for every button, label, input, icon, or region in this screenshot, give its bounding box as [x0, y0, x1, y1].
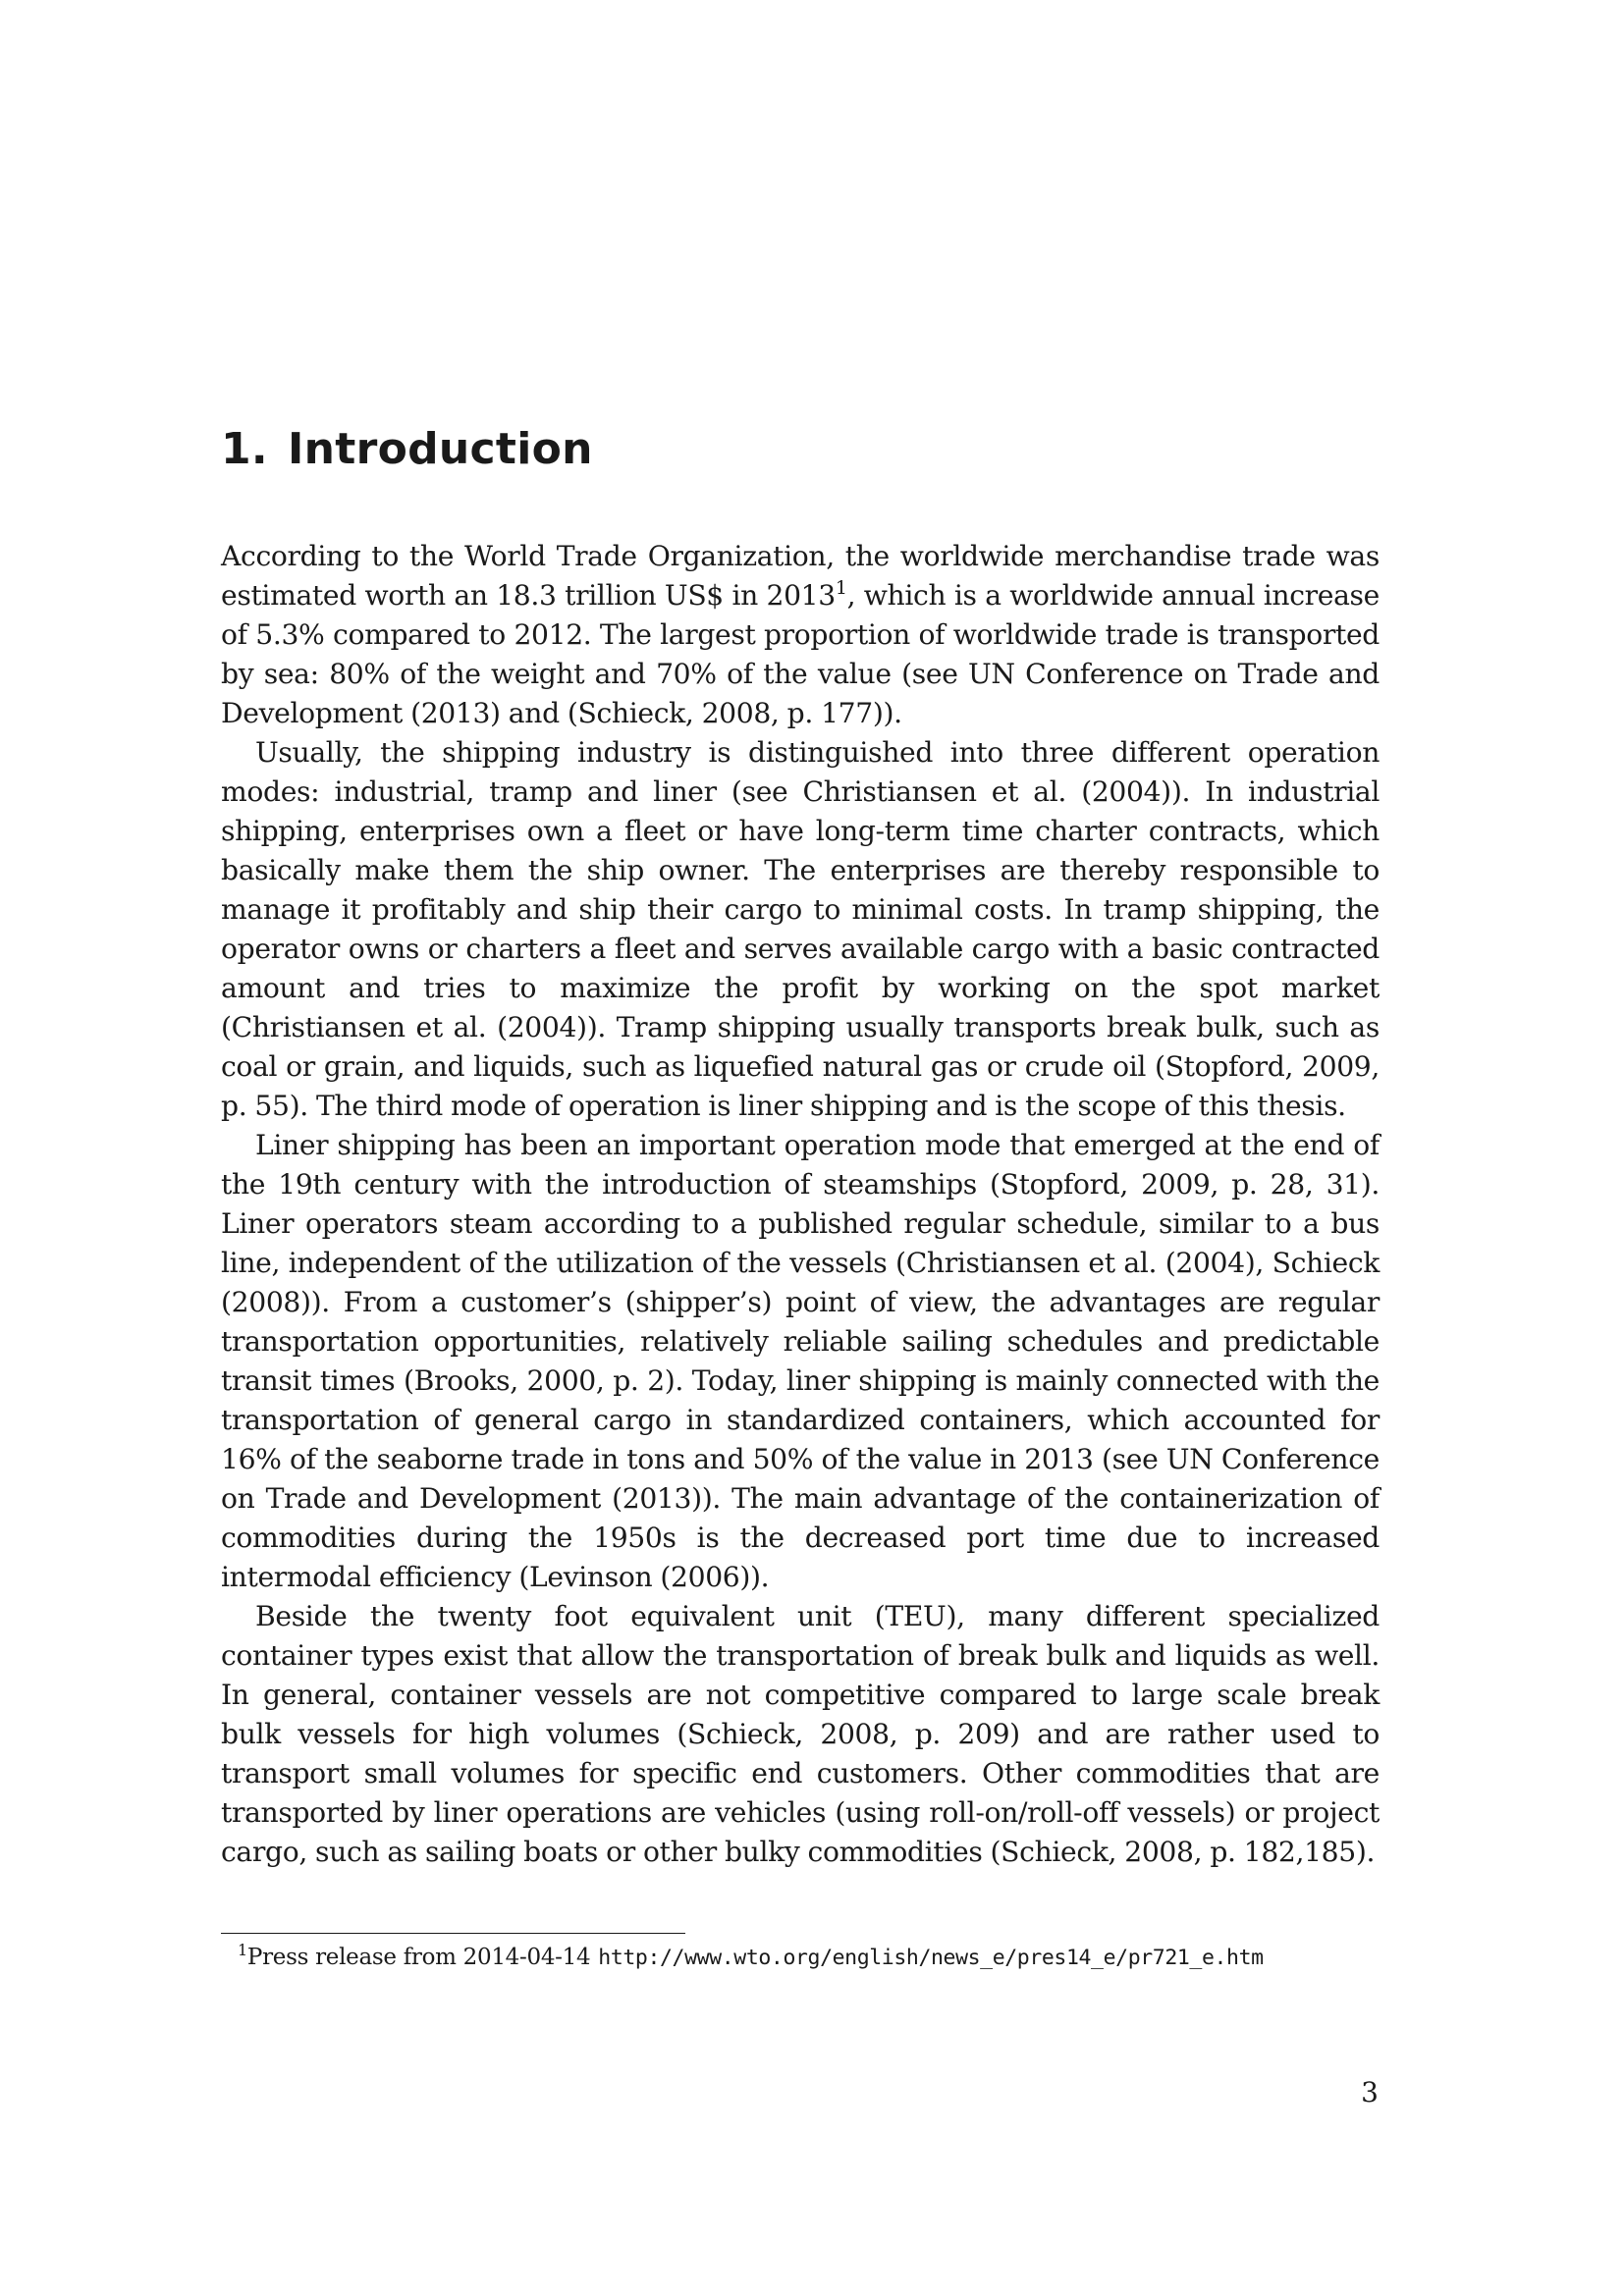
footnote-reference-1[interactable]: 1 — [835, 577, 847, 599]
chapter-title-text: Introduction — [287, 424, 593, 474]
paragraph-4: Beside the twenty foot equivalent unit (TEU), many different specialized container types exist that allow the transportation of break bulk and liquids as well. In general, container vessels are not competitive compared to large scale break bulk vessels for high volumes (Schieck, 2008, p. 209) and are rather used to transport small volumes for specific end customers. Other commodities that are transported by liner operations are vehicles (using roll-on/roll-off vessels) or project cargo, such as sailing boats or other bulky commodities (Schieck, 2008, p. 182,185). — [221, 1600, 1380, 1868]
chapter-heading — [221, 420, 593, 479]
body-text — [221, 537, 1380, 1872]
paragraph-1 — [221, 537, 1380, 733]
footnote-divider — [221, 1933, 685, 1934]
page-number: 3 — [1361, 2076, 1379, 2109]
chapter-number: 1. — [221, 424, 268, 474]
paragraph-1-text-b: , which is a worldwide annual increase of 5.3% compared to 2012. The largest proportion of worldwide trade is transported by sea: 80% of the weight and 70% of the value (see UN Conference on Trade and Development (2013) and (Schieck, 2008, p. 177)). — [221, 579, 1380, 729]
footnote — [221, 1942, 1389, 1974]
paragraph-2: Usually, the shipping industry is distinguished into three different operation modes: industrial, tramp and liner (see Christiansen et al. (2004)). In industrial shipping, enterprises own a fleet or have long-term time charter contracts, which basically make them the ship owner. The enterprises are thereby responsible to manage it profitably and ship their cargo to minimal costs. In tramp shipping, the operator owns or charters a fleet and serves available cargo with a basic contracted amount and tries to maximize the profit by working on the spot market (Christiansen et al. (2004)). Tramp shipping usually transports break bulk, such as coal or grain, and liquids, such as liquefied natural gas or crude oil (Stopford, 2009, p. 55). The third mode of operation is liner shipping and is the scope of this thesis. — [221, 736, 1380, 1122]
paragraph-3: Liner shipping has been an important operation mode that emerged at the end of the 19th century with the introduction of steamships (Stopford, 2009, p. 28, 31). Liner operators steam according to a published regular schedule, similar to a bus line, independent of the utilization of the vessels (Christiansen et al. (2004), Schieck (2008)). From a customer’s (shipper’s) point of view, the advantages are regular transportation opportunities, relatively reliable sailing schedules and predictable transit times (Brooks, 2000, p. 2). Today, liner shipping is mainly connected with the transportation of general cargo in standardized containers, which accounted for 16% of the seaborne trade in tons and 50% of the value in 2013 (see UN Conference on Trade and Development (2013)). The main advantage of the containerization of commodities during the 1950s is the decreased port time due to increased intermodal efficiency (Levinson (2006)). — [221, 1129, 1380, 1593]
footnote-text: Press release from 2014-04-14 — [246, 1945, 591, 1970]
paragraph-1-text-a: According to the World Trade Organization, the worldwide merchandise trade was estimated worth an 18.3 trillion US$ in 2013 — [221, 540, 1380, 612]
footnote-url-link[interactable]: http://www.wto.org/english/news_e/pres14_e/pr721_e.htm — [598, 1946, 1264, 1970]
footnote-mark: 1 — [238, 1941, 247, 1959]
